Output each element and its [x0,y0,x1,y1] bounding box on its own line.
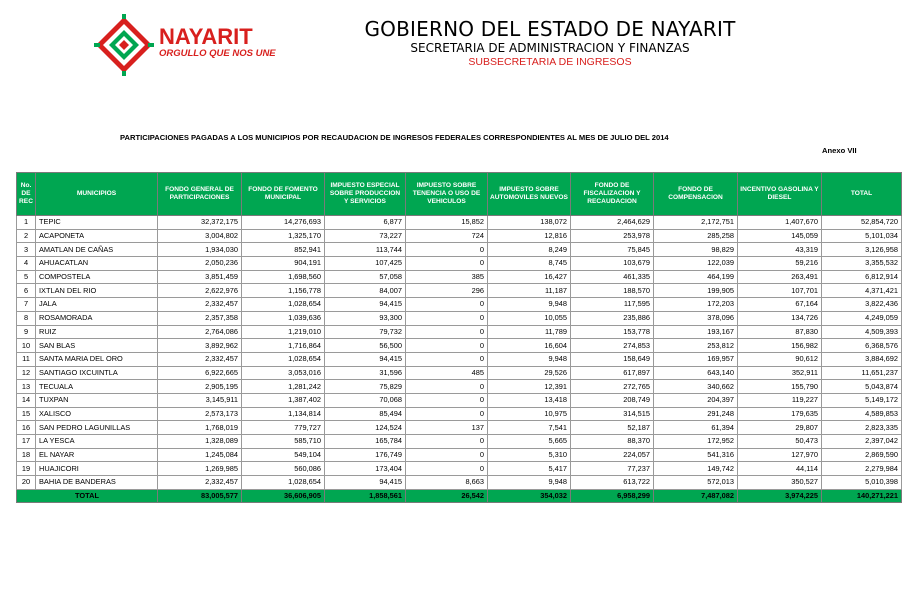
amount-cell: 9,948 [488,476,571,490]
amount-cell: 11,651,237 [822,366,902,380]
amount-cell: 2,332,457 [158,476,242,490]
amount-cell: 103,679 [571,257,654,271]
row-number-cell: 8 [17,311,36,325]
municipality-cell: RUIZ [36,325,158,339]
row-number-cell: 7 [17,298,36,312]
amount-cell: 779,727 [242,421,325,435]
total-amount-cell: 3,974,225 [738,489,822,503]
amount-cell: 378,096 [654,311,738,325]
nayarit-logo [93,14,283,76]
amount-cell: 1,768,019 [158,421,242,435]
amount-cell: 3,126,958 [822,243,902,257]
amount-cell: 9,948 [488,298,571,312]
amount-cell: 59,216 [738,257,822,271]
municipality-cell: COMPOSTELA [36,270,158,284]
amount-cell: 5,101,034 [822,229,902,243]
amount-cell: 44,114 [738,462,822,476]
municipality-cell: BAHIA DE BANDERAS [36,476,158,490]
row-number-cell: 19 [17,462,36,476]
row-number-cell: 3 [17,243,36,257]
amount-cell: 75,829 [325,380,406,394]
amount-cell: 5,310 [488,448,571,462]
amount-cell: 119,227 [738,393,822,407]
amount-cell: 1,328,089 [158,435,242,449]
amount-cell: 107,425 [325,257,406,271]
nayarit-emblem-icon [93,14,155,76]
amount-cell: 0 [406,393,488,407]
column-header: TOTAL [822,173,902,216]
amount-cell: 0 [406,257,488,271]
table-row [17,393,902,407]
amount-cell: 134,726 [738,311,822,325]
amount-cell: 16,427 [488,270,571,284]
row-number-cell: 6 [17,284,36,298]
table-row [17,339,902,353]
amount-cell: 8,249 [488,243,571,257]
amount-cell: 2,823,335 [822,421,902,435]
amount-cell: 314,515 [571,407,654,421]
amount-cell: 52,187 [571,421,654,435]
amount-cell: 10,055 [488,311,571,325]
total-amount-cell: 26,542 [406,489,488,503]
amount-cell: 0 [406,339,488,353]
amount-cell: 172,203 [654,298,738,312]
amount-cell: 0 [406,352,488,366]
brand-tagline: ORGULLO QUE NOS UNE [159,48,276,59]
amount-cell: 4,589,853 [822,407,902,421]
amount-cell: 11,789 [488,325,571,339]
amount-cell: 0 [406,407,488,421]
municipality-cell: TECUALA [36,380,158,394]
table-row [17,311,902,325]
table-row [17,243,902,257]
amount-cell: 5,149,172 [822,393,902,407]
column-header: FONDO DE FISCALIZACION Y RECAUDACION [571,173,654,216]
municipality-cell: SAN BLAS [36,339,158,353]
document-title: PARTICIPACIONES PAGADAS A LOS MUNICIPIOS POR RECAUDACION DE INGRESOS FEDERALES CORRESPONDIENTES AL MES DE JULIO DEL 2014 [120,133,669,142]
amount-cell: 2,279,984 [822,462,902,476]
amount-cell: 5,417 [488,462,571,476]
amount-cell: 253,978 [571,229,654,243]
amount-cell: 43,319 [738,243,822,257]
column-header: FONDO DE COMPENSACION [654,173,738,216]
row-number-cell: 15 [17,407,36,421]
municipality-cell: IXTLAN DEL RIO [36,284,158,298]
municipality-cell: LA YESCA [36,435,158,449]
amount-cell: 84,007 [325,284,406,298]
amount-cell: 340,662 [654,380,738,394]
amount-cell: 2,172,751 [654,216,738,230]
row-number-cell: 18 [17,448,36,462]
table-row [17,229,902,243]
amount-cell: 3,851,459 [158,270,242,284]
amount-cell: 2,622,976 [158,284,242,298]
amount-cell: 79,732 [325,325,406,339]
amount-cell: 485 [406,366,488,380]
amount-cell: 352,911 [738,366,822,380]
municipality-cell: TUXPAN [36,393,158,407]
amount-cell: 94,415 [325,298,406,312]
amount-cell: 67,164 [738,298,822,312]
amount-cell: 2,869,590 [822,448,902,462]
amount-cell: 13,418 [488,393,571,407]
table-row [17,476,902,490]
amount-cell: 904,191 [242,257,325,271]
amount-cell: 274,853 [571,339,654,353]
page-header [300,17,800,69]
column-header: FONDO GENERAL DE PARTICIPACIONES [158,173,242,216]
total-amount-cell: 83,005,577 [158,489,242,503]
amount-cell: 94,415 [325,352,406,366]
amount-cell: 155,790 [738,380,822,394]
row-number-cell: 14 [17,393,36,407]
table-row [17,216,902,230]
total-label-cell: TOTAL [17,489,158,503]
amount-cell: 1,156,778 [242,284,325,298]
amount-cell: 29,807 [738,421,822,435]
municipality-cell: JALA [36,298,158,312]
table-row [17,352,902,366]
amount-cell: 0 [406,462,488,476]
amount-cell: 3,355,532 [822,257,902,271]
amount-cell: 1,134,814 [242,407,325,421]
amount-cell: 2,764,086 [158,325,242,339]
table-row [17,284,902,298]
amount-cell: 2,397,042 [822,435,902,449]
table-row [17,270,902,284]
municipality-cell: HUAJICORI [36,462,158,476]
column-header: FONDO DE FOMENTO MUNICIPAL [242,173,325,216]
amount-cell: 208,749 [571,393,654,407]
column-header: INCENTIVO GASOLINA Y DIESEL [738,173,822,216]
amount-cell: 560,086 [242,462,325,476]
amount-cell: 2,050,236 [158,257,242,271]
participations-table [16,172,902,503]
table-row [17,325,902,339]
amount-cell: 224,057 [571,448,654,462]
table-body [17,216,902,490]
table-row [17,421,902,435]
column-header: IMPUESTO ESPECIAL SOBRE PRODUCCION Y SERVICIOS [325,173,406,216]
municipality-cell: TEPIC [36,216,158,230]
amount-cell: 4,371,421 [822,284,902,298]
amount-cell: 6,368,576 [822,339,902,353]
amount-cell: 98,829 [654,243,738,257]
amount-cell: 176,749 [325,448,406,462]
amount-cell: 5,043,874 [822,380,902,394]
amount-cell: 1,028,654 [242,298,325,312]
amount-cell: 3,145,911 [158,393,242,407]
row-number-cell: 17 [17,435,36,449]
amount-cell: 0 [406,448,488,462]
amount-cell: 31,596 [325,366,406,380]
amount-cell: 0 [406,311,488,325]
amount-cell: 6,877 [325,216,406,230]
amount-cell: 156,982 [738,339,822,353]
amount-cell: 617,897 [571,366,654,380]
amount-cell: 85,494 [325,407,406,421]
total-amount-cell: 1,858,561 [325,489,406,503]
amount-cell: 193,167 [654,325,738,339]
municipality-cell: AHUACATLAN [36,257,158,271]
amount-cell: 70,068 [325,393,406,407]
amount-cell: 1,028,654 [242,476,325,490]
amount-cell: 153,778 [571,325,654,339]
amount-cell: 8,663 [406,476,488,490]
secretariat-title: SECRETARIA DE ADMINISTRACION Y FINANZAS [410,41,690,55]
table-row [17,298,902,312]
amount-cell: 32,372,175 [158,216,242,230]
row-number-cell: 11 [17,352,36,366]
row-number-cell: 10 [17,339,36,353]
municipality-cell: ROSAMORADA [36,311,158,325]
amount-cell: 2,357,358 [158,311,242,325]
amount-cell: 1,219,010 [242,325,325,339]
amount-cell: 0 [406,380,488,394]
municipality-cell: SANTA MARIA DEL ORO [36,352,158,366]
government-title: GOBIERNO DEL ESTADO DE NAYARIT [364,17,736,41]
amount-cell: 1,407,670 [738,216,822,230]
amount-cell: 158,649 [571,352,654,366]
amount-cell: 0 [406,325,488,339]
amount-cell: 572,013 [654,476,738,490]
amount-cell: 1,325,170 [242,229,325,243]
amount-cell: 113,744 [325,243,406,257]
total-amount-cell: 36,606,905 [242,489,325,503]
amount-cell: 199,905 [654,284,738,298]
amount-cell: 385 [406,270,488,284]
amount-cell: 138,072 [488,216,571,230]
amount-cell: 2,905,195 [158,380,242,394]
amount-cell: 93,300 [325,311,406,325]
amount-cell: 165,784 [325,435,406,449]
brand-name: NAYARIT [159,24,253,49]
amount-cell: 541,316 [654,448,738,462]
amount-cell: 0 [406,435,488,449]
amount-cell: 6,922,665 [158,366,242,380]
amount-cell: 172,952 [654,435,738,449]
amount-cell: 1,698,560 [242,270,325,284]
annex-label: Anexo VII [822,146,857,155]
amount-cell: 613,722 [571,476,654,490]
amount-cell: 585,710 [242,435,325,449]
amount-cell: 285,258 [654,229,738,243]
amount-cell: 94,415 [325,476,406,490]
table-row [17,380,902,394]
amount-cell: 124,524 [325,421,406,435]
amount-cell: 87,830 [738,325,822,339]
total-row [17,489,902,503]
row-number-cell: 1 [17,216,36,230]
amount-cell: 3,892,962 [158,339,242,353]
amount-cell: 137 [406,421,488,435]
row-number-cell: 2 [17,229,36,243]
amount-cell: 145,059 [738,229,822,243]
municipality-cell: AMATLAN DE CAÑAS [36,243,158,257]
amount-cell: 235,886 [571,311,654,325]
amount-cell: 296 [406,284,488,298]
amount-cell: 6,812,914 [822,270,902,284]
amount-cell: 179,635 [738,407,822,421]
amount-cell: 73,227 [325,229,406,243]
amount-cell: 1,387,402 [242,393,325,407]
amount-cell: 1,934,030 [158,243,242,257]
amount-cell: 2,332,457 [158,298,242,312]
column-header: IMPUESTO SOBRE TENENCIA O USO DE VEHICULOS [406,173,488,216]
amount-cell: 1,716,864 [242,339,325,353]
amount-cell: 5,010,398 [822,476,902,490]
amount-cell: 0 [406,243,488,257]
row-number-cell: 5 [17,270,36,284]
table-row [17,407,902,421]
amount-cell: 263,491 [738,270,822,284]
amount-cell: 52,854,720 [822,216,902,230]
total-amount-cell: 7,487,082 [654,489,738,503]
amount-cell: 188,570 [571,284,654,298]
amount-cell: 2,573,173 [158,407,242,421]
total-amount-cell: 354,032 [488,489,571,503]
table-row [17,448,902,462]
amount-cell: 549,104 [242,448,325,462]
amount-cell: 173,404 [325,462,406,476]
amount-cell: 16,604 [488,339,571,353]
row-number-cell: 13 [17,380,36,394]
total-amount-cell: 6,958,299 [571,489,654,503]
amount-cell: 14,276,693 [242,216,325,230]
municipality-cell: ACAPONETA [36,229,158,243]
total-amount-cell: 140,271,221 [822,489,902,503]
amount-cell: 57,058 [325,270,406,284]
amount-cell: 61,394 [654,421,738,435]
amount-cell: 15,852 [406,216,488,230]
table-row [17,462,902,476]
amount-cell: 7,541 [488,421,571,435]
amount-cell: 350,527 [738,476,822,490]
amount-cell: 12,391 [488,380,571,394]
municipality-cell: SAN PEDRO LAGUNILLAS [36,421,158,435]
amount-cell: 724 [406,229,488,243]
amount-cell: 8,745 [488,257,571,271]
amount-cell: 291,248 [654,407,738,421]
amount-cell: 5,665 [488,435,571,449]
row-number-cell: 20 [17,476,36,490]
amount-cell: 4,509,393 [822,325,902,339]
row-number-cell: 4 [17,257,36,271]
table-row [17,366,902,380]
municipality-cell: EL NAYAR [36,448,158,462]
amount-cell: 643,140 [654,366,738,380]
amount-cell: 3,884,692 [822,352,902,366]
amount-cell: 253,812 [654,339,738,353]
amount-cell: 77,237 [571,462,654,476]
amount-cell: 29,526 [488,366,571,380]
amount-cell: 204,397 [654,393,738,407]
amount-cell: 4,249,059 [822,311,902,325]
amount-cell: 122,039 [654,257,738,271]
amount-cell: 1,039,636 [242,311,325,325]
amount-cell: 56,500 [325,339,406,353]
amount-cell: 461,335 [571,270,654,284]
amount-cell: 3,004,802 [158,229,242,243]
amount-cell: 1,281,242 [242,380,325,394]
amount-cell: 3,822,436 [822,298,902,312]
row-number-cell: 12 [17,366,36,380]
amount-cell: 10,975 [488,407,571,421]
amount-cell: 75,845 [571,243,654,257]
amount-cell: 1,269,985 [158,462,242,476]
row-number-cell: 9 [17,325,36,339]
amount-cell: 9,948 [488,352,571,366]
amount-cell: 272,765 [571,380,654,394]
municipality-cell: SANTIAGO IXCUINTLA [36,366,158,380]
amount-cell: 2,464,629 [571,216,654,230]
amount-cell: 88,370 [571,435,654,449]
subsecretariat-title: SUBSECRETARIA DE INGRESOS [468,56,632,68]
amount-cell: 12,816 [488,229,571,243]
amount-cell: 0 [406,298,488,312]
municipality-cell: XALISCO [36,407,158,421]
amount-cell: 1,245,084 [158,448,242,462]
amount-cell: 464,199 [654,270,738,284]
amount-cell: 852,941 [242,243,325,257]
column-header: No. DE REC [17,173,36,216]
amount-cell: 3,053,016 [242,366,325,380]
amount-cell: 169,957 [654,352,738,366]
amount-cell: 1,028,654 [242,352,325,366]
table-header-row [17,173,902,216]
amount-cell: 117,595 [571,298,654,312]
amount-cell: 149,742 [654,462,738,476]
column-header: MUNICIPIOS [36,173,158,216]
amount-cell: 107,701 [738,284,822,298]
amount-cell: 11,187 [488,284,571,298]
table-row [17,435,902,449]
amount-cell: 127,970 [738,448,822,462]
column-header: IMPUESTO SOBRE AUTOMOVILES NUEVOS [488,173,571,216]
amount-cell: 50,473 [738,435,822,449]
row-number-cell: 16 [17,421,36,435]
amount-cell: 90,612 [738,352,822,366]
table-row [17,257,902,271]
amount-cell: 2,332,457 [158,352,242,366]
